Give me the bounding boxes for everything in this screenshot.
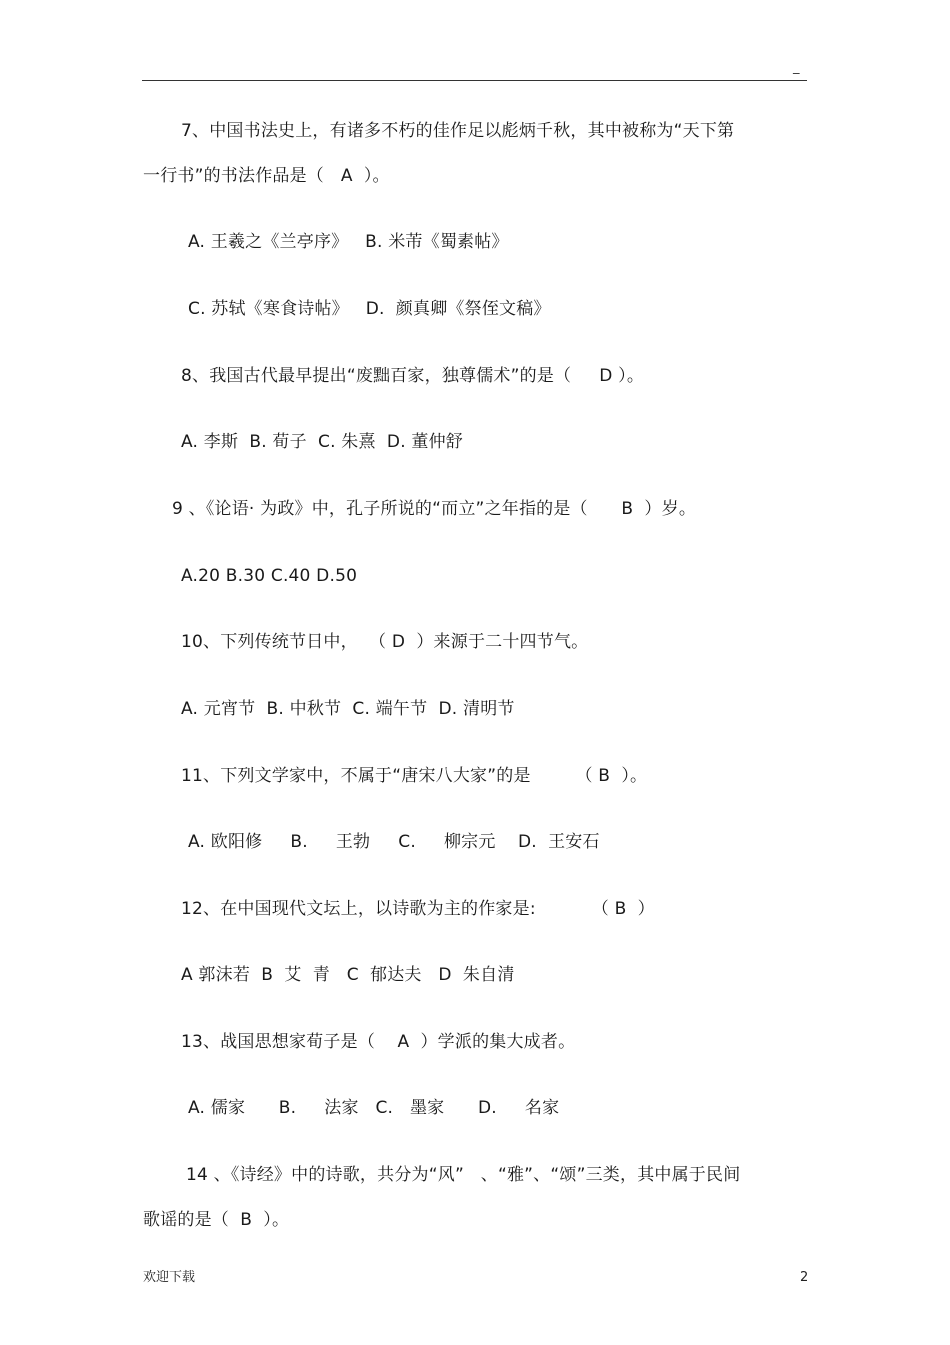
- question-11-text: 11、下列文学家中，不属于“唐宋八大家”的是 （ B ）。: [181, 766, 648, 786]
- footer-download-text: 欢迎下载: [143, 1270, 196, 1285]
- question-14-text: 14 、《诗经》中的诗歌，共分为“风” 、“雅”、“颂”三类，其中属于民间: [186, 1165, 741, 1185]
- question-9-text: 9 、《论语· 为政》中，孔子所说的“而立”之年指的是（ B ）岁。: [172, 499, 697, 519]
- question-7-options-ab: A. 王羲之《兰亭序》 B. 米芾《蜀素帖》: [188, 232, 509, 252]
- question-14-text-cont: 歌谣的是（ B ）。: [143, 1210, 290, 1230]
- question-7-options-cd: C. 苏轼《寒食诗帖》 D. 颜真卿《祭侄文稿》: [188, 299, 551, 319]
- question-13-options: A. 儒家 B. 法家 C. 墨家 D. 名家: [188, 1098, 560, 1118]
- question-8-options: A. 李斯 B. 荀子 C. 朱熹 D. 董仲舒: [181, 432, 464, 452]
- page-number: 2: [800, 1270, 809, 1285]
- header-rule: [142, 80, 807, 81]
- question-12-options: A 郭沫若 B 艾 青 C 郁达夫 D 朱自清: [181, 965, 515, 985]
- question-10-text: 10、下列传统节日中， （ D ）来源于二十四节气。: [181, 632, 589, 652]
- question-13-text: 13、战国思想家荀子是（ A ）学派的集大成者。: [181, 1032, 576, 1052]
- question-8-text: 8、我国古代最早提出“废黜百家，独尊儒术”的是（ D ）。: [181, 366, 645, 386]
- question-9-options: A.20 B.30 C.40 D.50: [181, 566, 358, 586]
- question-11-options: A. 欧阳修 B. 王勃 C. 柳宗元 D. 王安石: [188, 832, 600, 852]
- question-7-text-cont: 一行书”的书法作品是（ A ）。: [143, 166, 390, 186]
- question-12-text: 12、在中国现代文坛上，以诗歌为主的作家是: （ B ）: [181, 899, 655, 919]
- header-mark: _: [793, 60, 800, 75]
- question-7-text: 7、中国书法史上，有诸多不朽的佳作足以彪炳千秋，其中被称为“天下第: [181, 121, 735, 141]
- question-10-options: A. 元宵节 B. 中秋节 C. 端午节 D. 清明节: [181, 699, 515, 719]
